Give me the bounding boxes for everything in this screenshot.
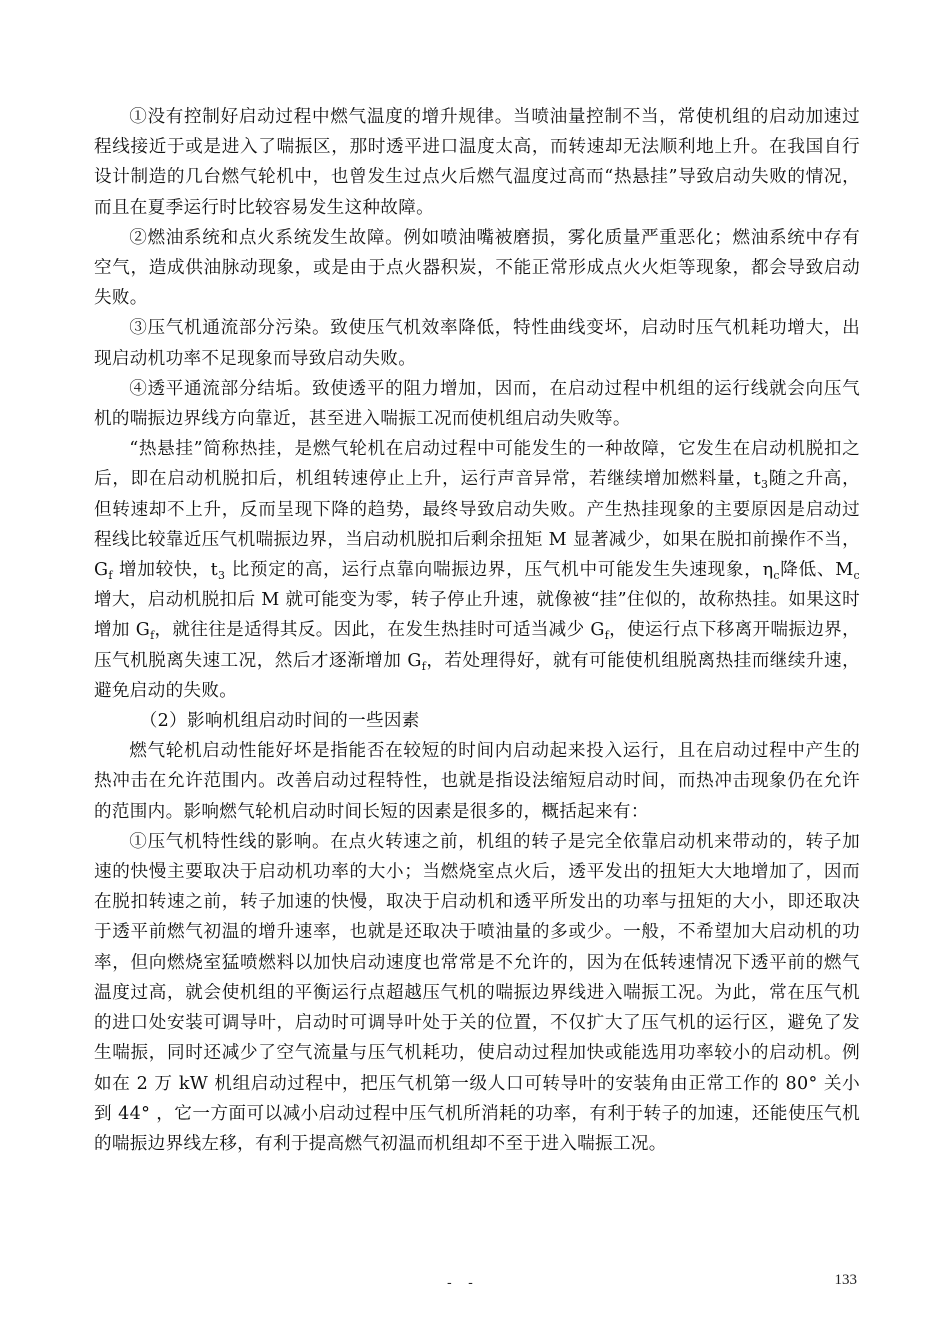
document-body (94, 102, 860, 1159)
text-run: 比预定的高，运行点靠向喘振边界，压气机中可能发生失速现象，η (225, 560, 774, 581)
paragraph (94, 736, 860, 827)
subscript: f (108, 569, 113, 583)
subscript: 3 (761, 478, 769, 492)
text-run: 增加较快，t (112, 560, 218, 581)
text-run: 随之升高，但转速却不上升，反而呈现下降的趋势，最终导致启动失败。产生热挂现象的主要原因是启动过程线比较靠近压气机喘振边界，当启动机脱扣后剩余扭矩 M 显著减少，如果在脱扣前操作不当，G (94, 469, 860, 581)
paragraph (94, 102, 860, 223)
footer-dash: - - (447, 1275, 479, 1291)
text-run: 降低、M (779, 560, 854, 581)
subscript: f (604, 629, 610, 643)
paragraph (94, 434, 860, 706)
text-run: ，使运行点下移离开喘振边界，压气机脱离失速工况，然后才逐渐增加 G (94, 620, 860, 671)
text-run: ，若处理得好，就有可能使机组脱离热挂而继续升速，避免启动的失败。 (94, 650, 861, 701)
paragraph (94, 313, 860, 373)
text-run: ④透平通流部分结垢。致使透平的阻力增加，因而，在启动过程中机组的运行线就会向压气机的喘振边界线方向靠近，甚至进入喘振工况而使机组启动失败等。 (94, 378, 860, 430)
text-run: ，就往往是适得其反。因此，在发生热挂时可适当减少 G (154, 620, 605, 641)
subscript: c (853, 569, 861, 583)
text-run: 燃气轮机启动性能好坏是指能否在较短的时间内启动起来投入运行，且在启动过程中产生的热冲击在允许范围内。改善启动过程特性，也就是指设法缩短启动时间，而热冲击现象仍在允许的范围内。影响燃气轮机启动时间长短的因素是很多的，概括起来有： (94, 741, 860, 822)
section-heading (94, 706, 860, 736)
text-run: ③压气机通流部分污染。致使压气机效率降低，特性曲线变坏，启动时压气机耗功增大，出现启动机功率不足现象而导致启动失败。 (94, 318, 860, 369)
text-run: ②燃油系统和点火系统发生故障。例如喷油嘴被磨损，雾化质量严重恶化；燃油系统中存有空气，造成供油脉动现象，或是由于点火器积炭，不能正常形成点火火炬等现象，都会导致启动失败。 (94, 227, 860, 309)
paragraph (94, 374, 860, 434)
text-run: “热悬挂”简称热挂，是燃气轮机在启动过程中可能发生的一种故障，它发生在启动机脱扣之后，即在启动机脱扣后，机组转速停止上升，运行声音异常，若继续增加燃料量，t (94, 439, 860, 490)
subscript: 3 (217, 569, 226, 583)
paragraph (94, 827, 860, 1159)
subscript: f (421, 659, 427, 673)
subscript: f (150, 629, 155, 643)
subscript: c (773, 569, 780, 583)
text-run: ①没有控制好启动过程中燃气温度的增升规律。当喷油量控制不当，常使机组的启动加速过程线接近于或是进入了喘振区，那时透平进口温度太高，而转速却无法顺利地上升。在我国自行设计制造的几台燃气轮机中，也曾发生过点火后燃气温度过高而“热悬挂”导致启动失败的情况，而且在夏季运行时比较容易发生这种故障。 (94, 107, 860, 218)
paragraph (94, 223, 860, 314)
text-run: （2）影响机组启动时间的一些因素 (139, 711, 420, 732)
page-number: 133 (834, 1272, 857, 1288)
text-run: ①压气机特性线的影响。在点火转速之前，机组的转子是完全依靠启动机来带动的，转子加速的快慢主要取决于启动机功率的大小；当燃烧室点火后，透平发出的扭矩大大地增加了，因而在脱扣转速之前，转子加速的快慢，取决于启动机和透平所发出的功率与扭矩的大小，即还取决于透平前燃气初温的增升速率，也就是还取决于喷油量的多或少。一般，不希望加大启动机的功率，但向燃烧室猛喷燃料以加快启动速度也常常是不允许的，因为在低转速情况下透平前的燃气温度过高，就会使机组的平衡运行点超越压气机的喘振边界线进入喘振工况。为此，常在压气机的进口处安装可调导叶，启动时可调导叶处于关的位置，不仅扩大了压气机的运行区，避免了发生喘振，同时还减少了空气流量与压气机耗功，使启动过程加快或能选用功率较小的启动机。例如在 2 万 kW 机组启动过程中，把压气机第一级人口可转导叶的安装角由正常工作的 80° 关小到 44° ，它一方面可以减小启动过程中压气机所消耗的功率，有利于转子的加速，还能使压气机的喘振边界线左移，有利于提高燃气初温而机组却不至于进入喘振工况。 (94, 831, 860, 1154)
text-run: 增大，启动机脱扣后 M 就可能变为零，转子停止升速，就像被“挂”住似的，故称热挂。如果这时增加 G (94, 590, 860, 641)
